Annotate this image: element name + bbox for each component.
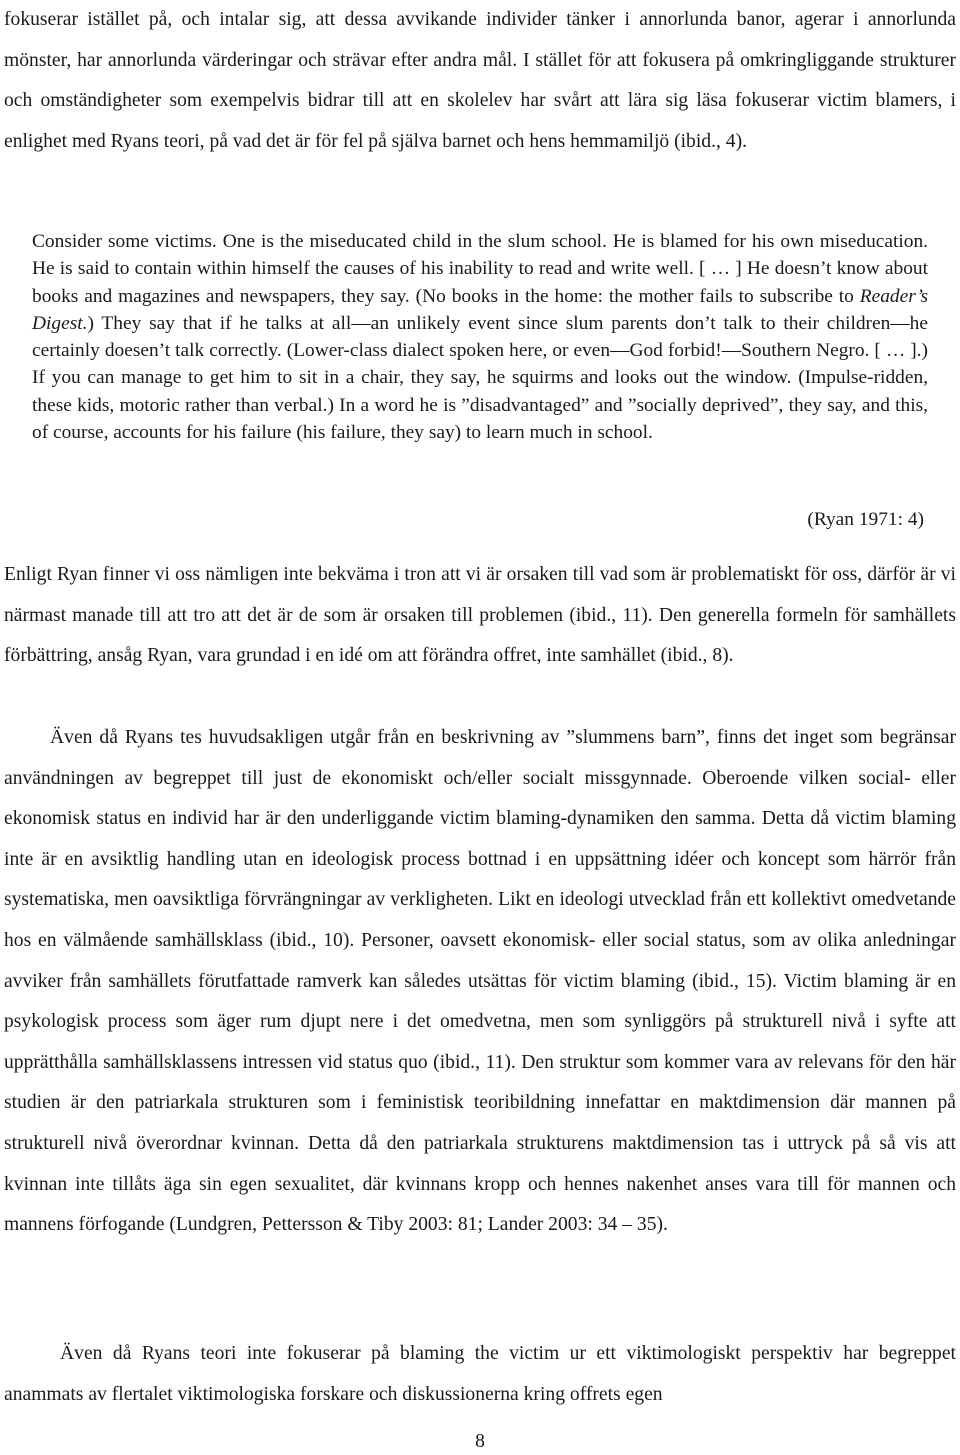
intro-paragraph: fokuserar istället på, och intalar sig, att dessa avvikande individer tänker i annorlunda banor, agerar i annorlunda mönster, har annorlunda värderingar och strävar efter andra mål. I stället för att fokusera på omkringliggande strukturer och omständigheter som exempelvis bidrar till att en skolelev har svårt att lära sig läsa fokuserar victim blamers, i enlighet med Ryans teori, på vad det är för fel på själva barnet och hens hemmamiljö (ibid., 4). (4, 9, 956, 152)
block-quote (32, 228, 928, 446)
quote-text-start: Consider some victims. One is the miseducated child in the slum school. He is blamed for his own miseducation. He is said to contain within himself the causes of his inability to read and write well. [ … ] He doesn’t know about books and magazines and newspapers, they say. (No books in the home: the mother fails to subscribe to (32, 231, 928, 307)
quote-citation: (Ryan 1971: 4) (807, 509, 924, 530)
page-number: 8 (475, 1431, 485, 1452)
aven-paragraph-1-text: Även då Ryans tes huvudsakligen utgår från en beskrivning av ”slummens barn”, finns det inget som begränsar användningen av begreppet till just de ekonomiskt och/eller socialt missgynnade. Oberoende vilken social- eller ekonomisk status en individ har är den underliggande victim blaming-dynamiken den samma. Detta då victim blaming inte är en avsiktlig handling utan en ideologisk process bottnad i en uppsättning idéer och koncept som härrör från systematiska, men oavsiktliga förvrängningar av verkligheten. Likt en ideologi utvecklad från ett kollektivt omedvetande hos en välmående samhällsklass (ibid., 10). Personer, oavsett ekonomisk- eller social status, som av olika anledningar avviker från samhällets förutfattade ramverk kan således utsättas för victim blaming (ibid., 15). Victim blaming är en psykologisk process som äger rum djupt nere i det omedvetna, men som synliggörs på strukturell nivå i syfte att upprätthålla samhällsklassens intressen vid status quo (ibid., 11). Den struktur som kommer vara av relevans för den här studien är den patriarkala strukturen som i feministisk teoribildning innefattar en maktdimension där mannen på strukturell nivå överordnar kvinnan. Detta då den patriarkala strukturens maktdimension tas i uttryck på så vis att kvinnan inte tillåts äga sin egen sexualitet, där kvinnans kropp och hennes nakenhet anses vara till för mannen och mannens förfogande (Lundgren, Pettersson & Tiby 2003: 81; Lander 2003: 34 – 35). (4, 727, 956, 1236)
aven-paragraph-2 (4, 1334, 956, 1415)
aven-paragraph-1 (4, 718, 956, 1246)
ryan-paragraph: Enligt Ryan finner vi oss nämligen inte bekväma i tron att vi är orsaken till vad som är problematiskt för oss, därför är vi närmast manade till att tro att det är de som är orsaken till problemen (ibid., 11). Den generella formeln för samhällets förbättring, ansåg Ryan, vara grundad i en idé om att förändra offret, inte samhället (ibid., 8). (4, 564, 956, 667)
aven-paragraph-2-text: Även då Ryans teori inte fokuserar på blaming the victim ur ett viktimologiskt perspektiv har begreppet anammats av flertalet viktimologiska forskare och diskussionerna kring offrets egen (4, 1343, 956, 1405)
quote-italic-title: Reader’s Digest. (32, 285, 928, 334)
quote-text-end: ) They say that if he talks at all—an unlikely event since slum parents don’t talk to their children—he certainly doesen’t talk correctly. (Lower-class dialect spoken here, or even—God forbid!—Southern Negro. [ … ].) If you can manage to get him to sit in a chair, they say, he squirms and looks out the window. (Impulse-ridden, these kids, motoric rather than verbal.) In a word he is ”disadvantaged” and ”socially deprived”, they say, and this, of course, accounts for his failure (his failure, they say) to learn much in school. (32, 312, 928, 444)
